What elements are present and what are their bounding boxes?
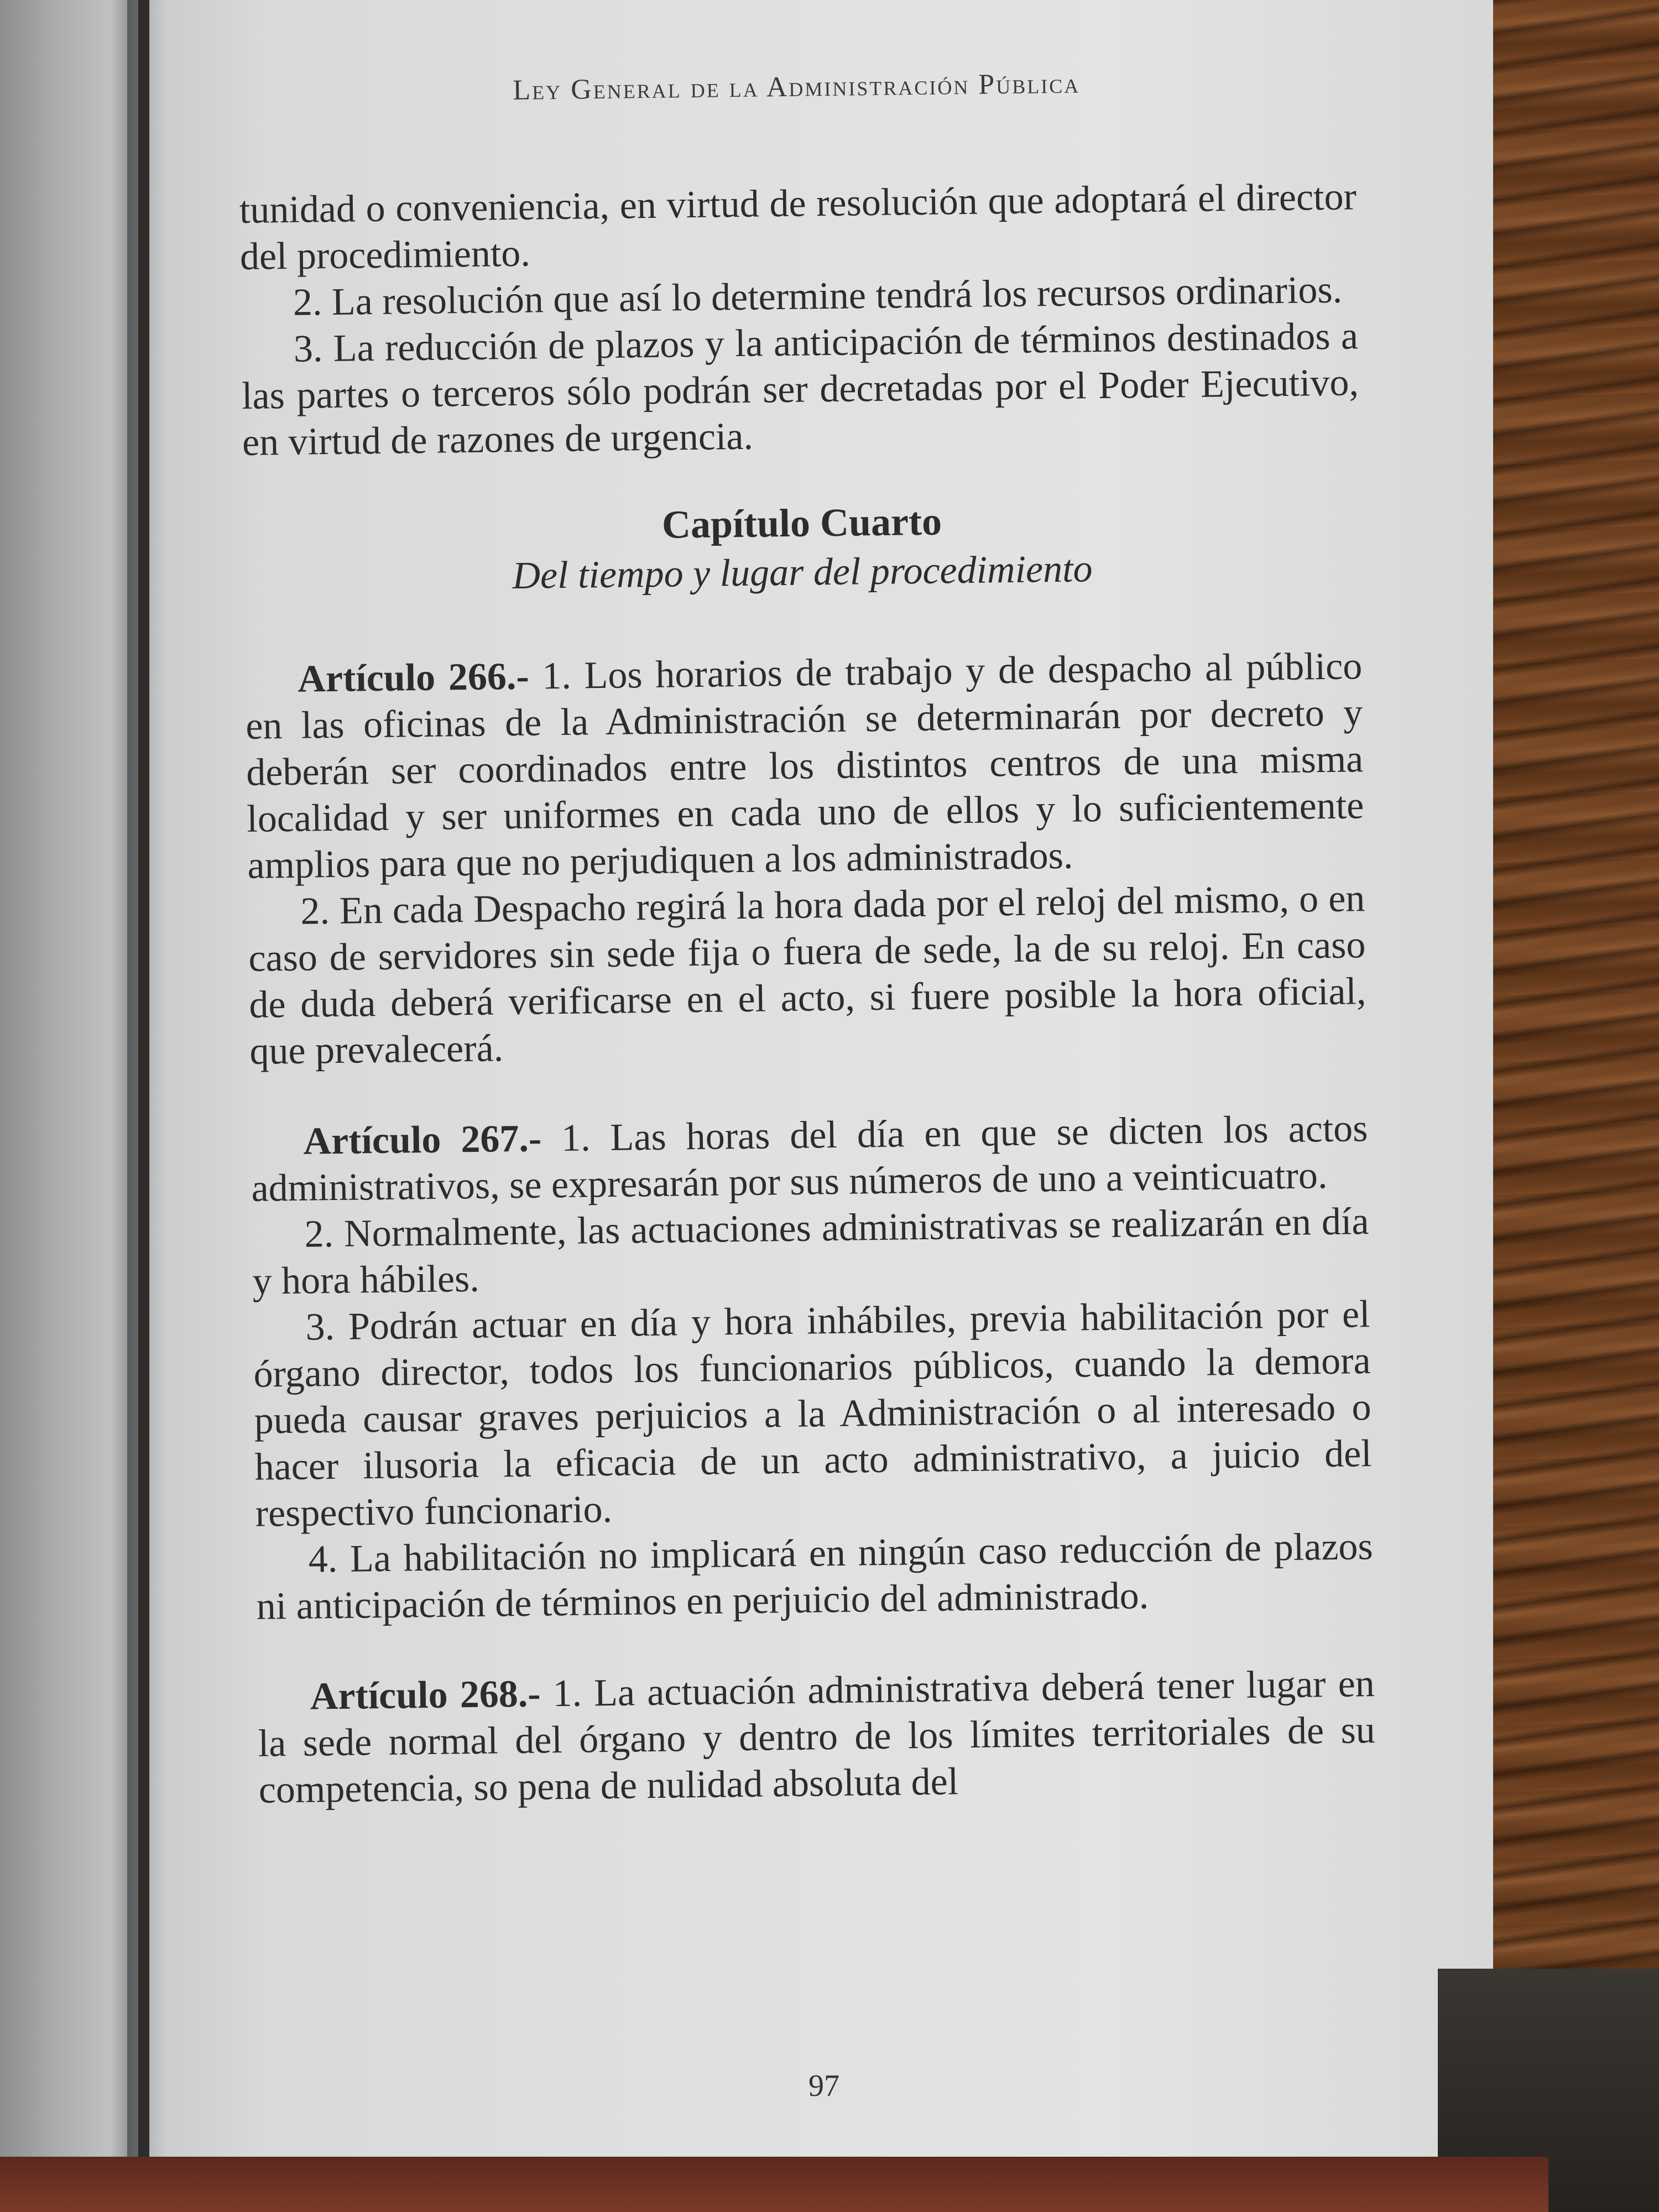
article-268 [257, 1661, 1376, 1814]
book-gutter [127, 0, 166, 2212]
book-cover-edge [0, 2157, 1548, 2212]
article-paragraph: 4. La habilitación no implicará en ningún caso reducción de plazos ni anticipación de términos en perjuicio del administrado. [256, 1525, 1374, 1628]
paragraph-item-3: 3. La reducción de plazos y la anticipación de términos destinados a las partes o terceros sólo podrán ser decretadas por el Poder Ejecutivo, en virtud de razones de urgencia. [241, 315, 1359, 464]
page-content [238, 64, 1376, 1813]
article-first-paragraph [245, 643, 1365, 889]
article-label: Artículo 268.- [310, 1672, 541, 1718]
article-paragraph: 2. Normalmente, las actuaciones administrativas se realizarán en día y hora hábiles. [252, 1200, 1369, 1303]
running-head: Ley General de la Administración Pública [513, 67, 1081, 106]
page-number: 97 [808, 2069, 839, 2103]
article-first-paragraph [257, 1661, 1376, 1814]
paragraph-continuation: tunidad o conveniencia, en virtud de resolución que adoptará el director del procedimiento. [239, 175, 1357, 278]
article-paragraph: 2. En cada Despacho regirá la hora dada por el reloj del mismo, o en caso de servidores sin sede fija o fuera de sede, la de su reloj. En caso de duda deberá verificarse en el acto, si fuere posible la hora oficial, que prevalecerá. [248, 877, 1366, 1073]
article-first-paragraph [251, 1105, 1369, 1212]
paragraph-item-2: 2. La resolución que así lo determine tendrá los recursos ordinarios. [293, 268, 1343, 324]
left-facing-page [0, 0, 138, 2212]
article-label: Artículo 267.- [303, 1117, 542, 1163]
article-label: Artículo 266.- [297, 655, 530, 701]
article-266 [245, 643, 1367, 1075]
article-text: 1. La actuación administrativa deberá tener lugar en la sede normal del órgano y dentro de los límites territoriales de su competencia, so pena de nulidad absoluta del [258, 1662, 1376, 1812]
wooden-table [1493, 0, 1659, 1969]
chapter-title: Capítulo Cuarto [661, 499, 942, 547]
article-paragraph: 3. Podrán actuar en día y hora inhábiles, previa habilitación por el órgano director, todos los funcionarios públicos, cuando la demora pueda causar graves perjuicios a la Administración o al interesado o hacer ilusoria la eficacia de un acto administrativo, a juicio del respectivo funcionario. [253, 1293, 1373, 1535]
article-text: 1. Las horas del día en que se dicten los actos administrativos, se expresarán por sus números de uno a veinticuatro. [251, 1107, 1368, 1210]
article-267 [251, 1105, 1374, 1630]
article-text: 1. Los horarios de trabajo y de despacho al público en las oficinas de la Administración se determinarán por decreto y deberán ser coordinados entre los distintos centros de una misma localidad y ser uniformes en cada uno de ellos y lo suficientemente amplios para que no perjudiquen a los administrados. [245, 645, 1364, 887]
chapter-subtitle: Del tiempo y lugar del procedimiento [512, 547, 1093, 597]
